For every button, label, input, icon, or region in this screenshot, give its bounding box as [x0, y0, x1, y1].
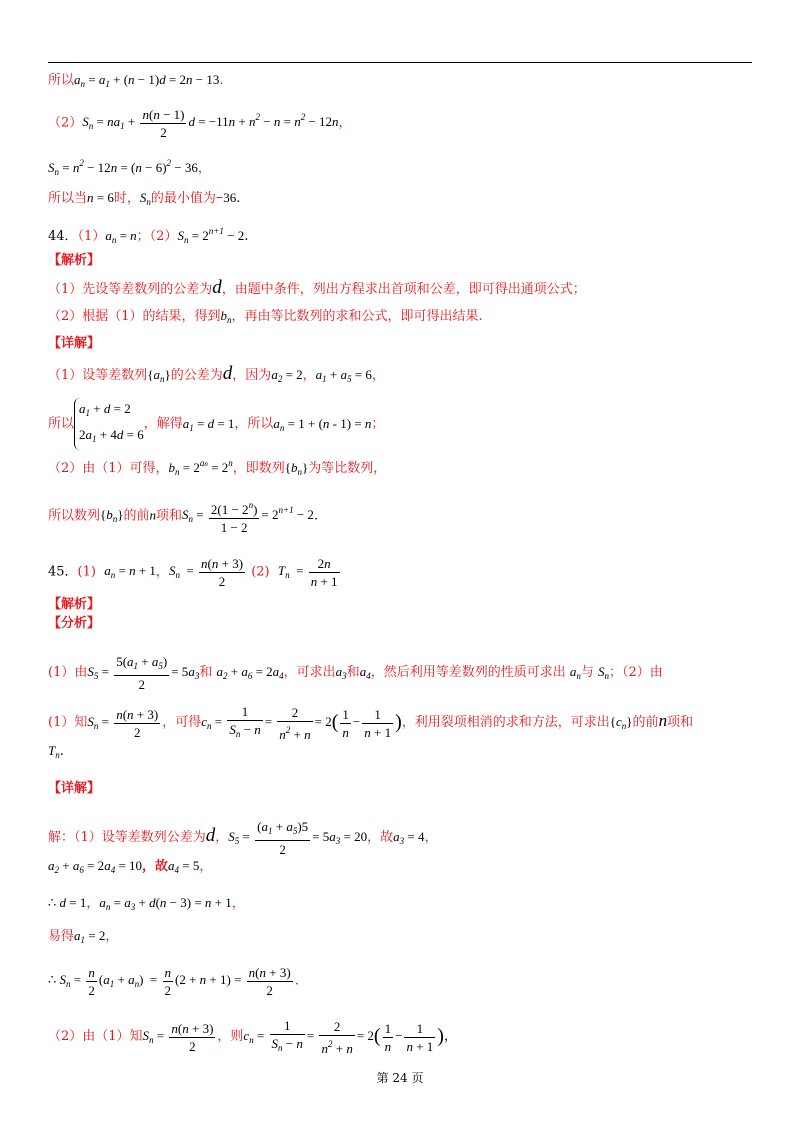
analysis-heading: 【解析】	[48, 253, 101, 268]
detail-heading-45: 【详解】	[48, 781, 101, 796]
fenxi-45-2: (1）知$S_n$ = $\frac{n(n + 3)}{2}$ ，可得$c_n$ = $\frac{1}{S_n - n}$ = $\frac{2}{n^2 + n}$ = 2( $\frac{1}{n}$ − $\frac{1}{n + 1}$ )，利用裂项相消的求和方法，可求出$\{c_n\}$的前n项和	[48, 704, 694, 742]
page-number: 第 24 页	[376, 1071, 424, 1085]
detail-44-2: 所以 $a_1 + d = 2$ $2a_1 + 4d = 6$ ，解得$a_1 = d = 1$，所以$a_n = 1 + (n - 1) = n$；	[48, 398, 384, 450]
detail-44-4: 所以数列$\{b_n\}$的前n项和$S_n$ = $\frac{2(1 - 2^n)}{1 - 2}$ = $2^{n+1} - 2$.	[48, 500, 319, 535]
header-rule	[48, 62, 752, 63]
solution-line-min: 所以当n = 6时，$S_n$的最小值为−36.	[48, 190, 241, 207]
solution-line-sn: $(2)S_n = na_1$ + $\frac{n(n - 1)}{2}$ $d = -11n + n^2 - n = n^2 - 12n$，	[48, 107, 352, 140]
fenxi-45-1: (1）由$S_5$ = $\frac{5(a_1 + a_5)}{2}$ = $5a_3$和 $a_2 + a_6 = 2a_4$，可求出$a_3$和$a_4$，然后利用等差数列的性质可求出 $a_n$与 $S_n$；（2）由	[48, 654, 663, 692]
detail-45-5: ∴ $S_n$ = $\frac{n}{2}$ $(a_1 + a_n)$ = $\frac{n}{2}$ (2 + n + 1) = $\frac{n(n + 3)}{2}$ .	[48, 965, 299, 998]
detail-44-3: （2）由（1）可得，$b_n = 2^{an} = 2^n$，即数列$\{b_n\}$为等比数列，	[48, 458, 387, 477]
detail-heading: 【详解】	[48, 336, 101, 351]
analysis-44-1: （1）先设等差数列的公差为d，由题中条件，列出方程求出首项和公差，即可得出通项公式；	[48, 277, 586, 298]
solution-line-complete-square: $S_n = n^2 - 12n = (n - 6)^2 - 36$，	[48, 158, 211, 177]
fenxi-heading: 【分析】	[48, 616, 101, 631]
analysis-heading-45: 【解析】	[48, 597, 101, 612]
detail-45-3: ∴ d = 1，$a_n = a_3 + d(n - 3) = n + 1$，	[48, 895, 245, 912]
fenxi-45-3: $T_n$.	[48, 743, 64, 760]
analysis-44-2: （2）根据（1）的结果，得到$b_n$，再由等比数列的求和公式，即可得出结果.	[48, 308, 483, 325]
detail-45-4: 易得$a_1 = 2$，	[48, 928, 119, 945]
solution-line-an: 所以$a_n = a_1 + (n - 1)d = 2n - 13$.	[48, 72, 224, 89]
problem-44-answer: 44．$(1)a_n = n$；$(2)S_n = 2^{n+1} - 2$.	[48, 226, 249, 245]
detail-45-1: 解：（1）设等差数列公差为d，$S_5$ = $\frac{(a_1 + a_5)5}{2}$ = $5a_3 = 20$，故$a_3 = 4$，	[48, 819, 438, 857]
problem-45-answer: 45．(1) $a_n = n + 1$，$S_n$ = $\frac{n(n + 3)}{2}$ (2) $T_n$ = $\frac{2n}{n + 1}$	[48, 556, 338, 589]
detail-44-1: （1）设等差数列$\{a_n\}$的公差为d，因为$a_2 = 2$，$a_1 + a_5 = 6$，	[48, 363, 385, 384]
detail-45-2: $a_2 + a_6 = 2a_4 = 10$，故$a_4 = 5$，	[48, 858, 213, 875]
detail-45-6: （2）由（1）知$S_n$ = $\frac{n(n + 3)}{2}$ ，则$c_n$ = $\frac{1}{S_n - n}$ = $\frac{2}{n^2 + n}$ = 2( $\frac{1}{n}$ − $\frac{1}{n + 1}$ )，	[48, 1018, 457, 1056]
